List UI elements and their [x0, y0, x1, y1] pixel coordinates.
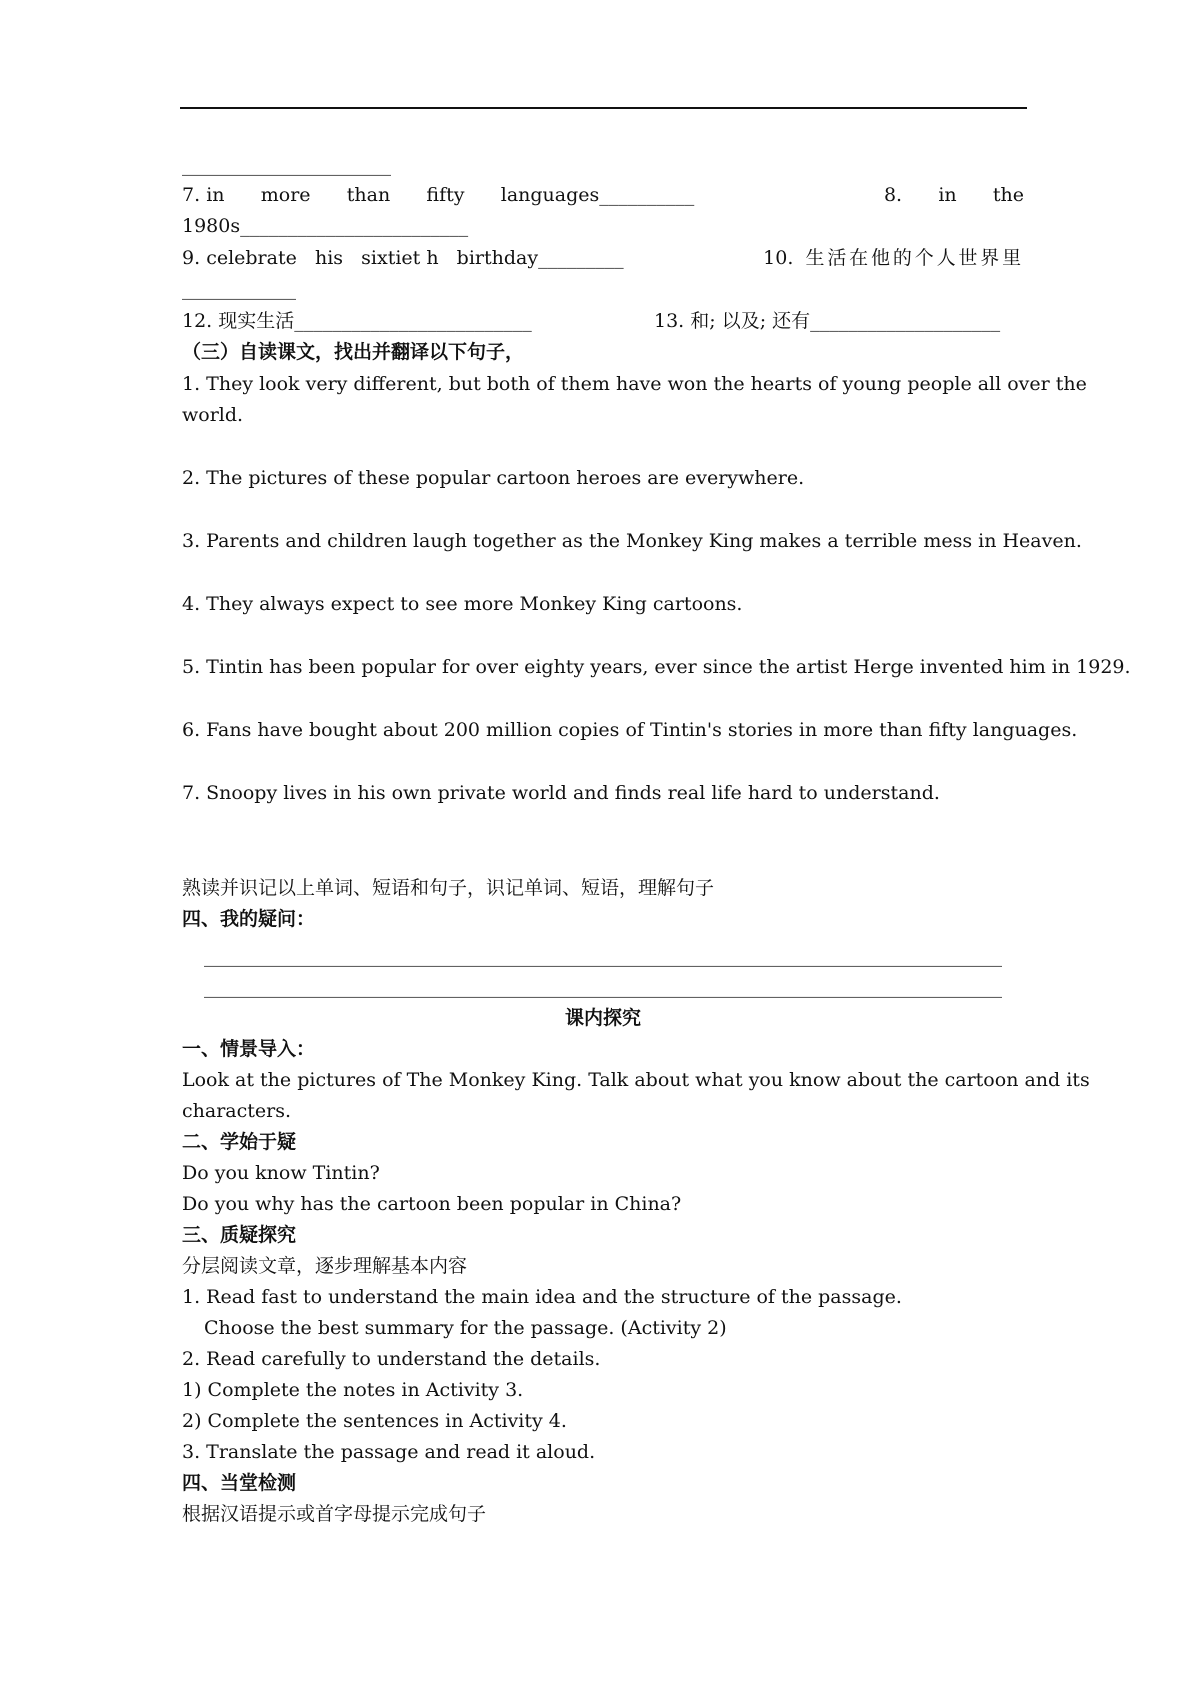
answer-blank-line: [182, 152, 1024, 178]
sentence-1-cont: world.: [182, 404, 244, 426]
sentence-4: 4. They always expect to see more Monkey King cartoons.: [182, 593, 743, 615]
explore-title: 课内探究: [564, 1007, 641, 1029]
questions-heading: 四、我的疑问：: [182, 908, 316, 930]
item-9-text: celebrate his sixtiet h birthday: [206, 247, 539, 269]
explore-text-3g: 3. Translate the passage and read it aloud.: [182, 1441, 596, 1463]
item-12-blank[interactable]: _________________________: [294, 310, 532, 332]
explore-text-3c: Choose the best summary for the passage. (Activity 2): [204, 1317, 727, 1339]
item-7-number: 7.: [182, 184, 201, 206]
item-7-blank[interactable]: __________: [599, 184, 695, 206]
item-13-text: 和; 以及; 还有: [690, 310, 811, 332]
sentence-7: 7. Snoopy lives in his own private world and finds real life hard to understand.: [182, 782, 940, 804]
item-8-number: 8.: [883, 184, 903, 206]
item-10-text: 生活在他的个人世界里: [805, 247, 1024, 269]
explore-text-2a: Do you know Tintin?: [182, 1162, 380, 1184]
sentence-5: 5. Tintin has been popular for over eighty years, ever since the artist Herge invented him in 1929.: [182, 656, 1131, 678]
vocab-row-10-cont: [182, 276, 1024, 302]
item-9-blank[interactable]: _________: [538, 247, 624, 269]
item-8-text: in the: [938, 184, 1024, 206]
explore-text-3f: 2) Complete the sentences in Activity 4.: [182, 1410, 567, 1432]
vocab-row-8-cont: [182, 213, 1024, 239]
explore-text-1b: characters.: [182, 1100, 292, 1122]
explore-text-3a: 分层阅读文章，逐步理解基本内容: [182, 1255, 468, 1277]
section3-heading: （三）自读课文，找出并翻译以下句子，: [182, 341, 525, 363]
vocab-row-9-10: [182, 245, 1024, 271]
recite-instruction: 熟读并识记以上单词、短语和句子，识记单词、短语，理解句子: [182, 877, 715, 899]
question-blank-1[interactable]: ____________________________________________________________________________________: [204, 945, 1002, 967]
top-rule: [180, 107, 1027, 109]
vocab-row-12-13: [182, 308, 1024, 334]
item-9-number: 9.: [182, 247, 201, 269]
blank[interactable]: ______________________: [182, 154, 391, 176]
sentence-2: 2. The pictures of these popular cartoon heroes are everywhere.: [182, 467, 805, 489]
explore-heading-2: 二、学始于疑: [182, 1131, 297, 1153]
item-13-number: 13.: [654, 310, 685, 332]
explore-text-3e: 1) Complete the notes in Activity 3.: [182, 1379, 524, 1401]
item-12-number: 12.: [182, 310, 213, 332]
question-blank-2[interactable]: ____________________________________________________________________________________: [204, 976, 1002, 998]
item-8-cont: 1980s: [182, 215, 241, 237]
item-8: [884, 182, 1024, 208]
vocab-row-7-8: [182, 182, 1024, 208]
sentence-3: 3. Parents and children laugh together as the Monkey King makes a terrible mess in Heaven.: [182, 530, 1082, 552]
item-8-blank[interactable]: ________________________: [240, 215, 469, 237]
explore-text-3b: 1. Read fast to understand the main idea and the structure of the passage.: [182, 1286, 902, 1308]
explore-text-4a: 根据汉语提示或首字母提示完成句子: [182, 1503, 487, 1525]
sentence-6: 6. Fans have bought about 200 million copies of Tintin's stories in more than fifty languages.: [182, 719, 1078, 741]
item-13: [654, 308, 1000, 334]
explore-text-3d: 2. Read carefully to understand the details.: [182, 1348, 601, 1370]
item-13-blank[interactable]: ____________________: [810, 310, 1001, 332]
item-7-text: in more than fifty languages: [206, 184, 600, 206]
item-10-number: 10.: [763, 247, 794, 269]
explore-heading-1: 一、情景导入：: [182, 1038, 316, 1060]
explore-heading-4: 四、当堂检测: [182, 1472, 297, 1494]
explore-text-1a: Look at the pictures of The Monkey King. Talk about what you know about the cartoon and its: [182, 1069, 1090, 1091]
item-12-text: 现实生活: [218, 310, 295, 332]
item-10: [763, 245, 1024, 271]
sentence-1: 1. They look very different, but both of them have won the hearts of young people all over the: [182, 373, 1087, 395]
explore-heading-3: 三、质疑探究: [182, 1224, 297, 1246]
item-10-blank[interactable]: ____________: [182, 278, 296, 300]
explore-text-2b: Do you why has the cartoon been popular in China?: [182, 1193, 682, 1215]
